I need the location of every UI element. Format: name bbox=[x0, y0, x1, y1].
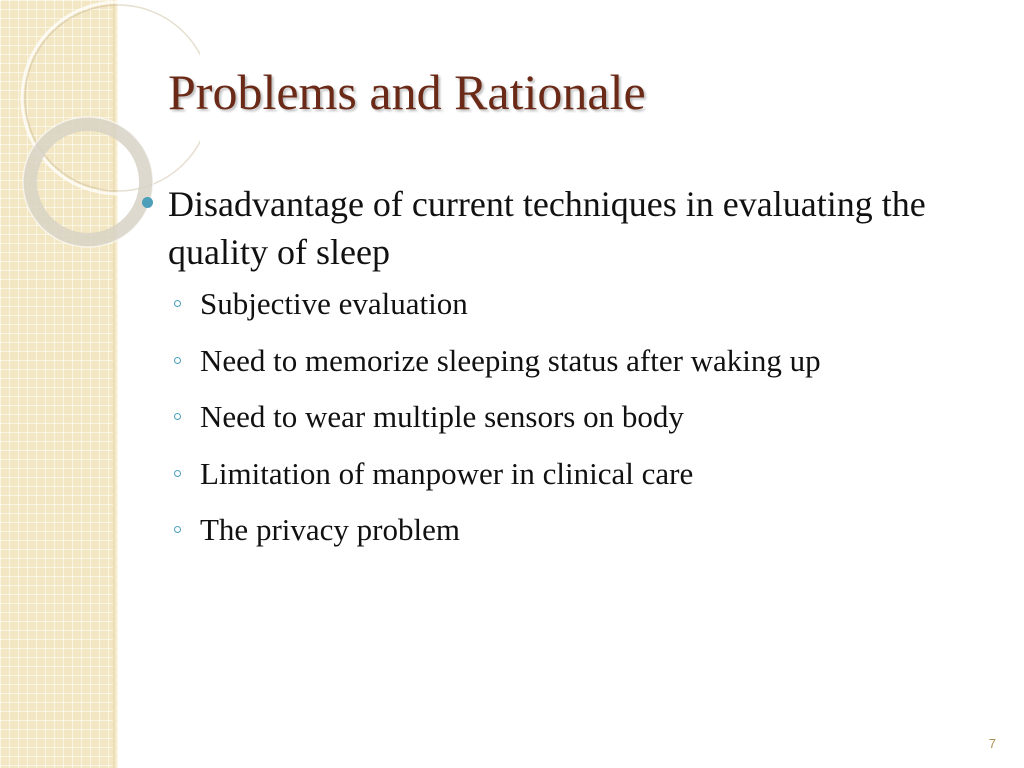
sub-bullet-text: The privacy problem bbox=[200, 512, 460, 547]
main-bullet-text: Disadvantage of current techniques in evaluating the quality of sleep bbox=[168, 184, 926, 272]
sub-bullet-list bbox=[168, 284, 1008, 550]
bullet-ring-icon bbox=[174, 413, 181, 420]
sub-bullet-item bbox=[200, 454, 1008, 494]
sub-bullet-item bbox=[200, 341, 1008, 381]
slide-title: Problems and Rationale bbox=[168, 64, 646, 120]
bullet-dot-icon bbox=[142, 197, 153, 208]
page-number: 7 bbox=[988, 736, 996, 751]
bullet-ring-icon bbox=[174, 470, 181, 477]
sub-bullet-text: Need to memorize sleeping status after waking up bbox=[200, 342, 821, 378]
slide-body bbox=[168, 180, 1008, 567]
sub-bullet-text: Subjective evaluation bbox=[200, 286, 468, 321]
bullet-ring-icon bbox=[174, 357, 181, 364]
sub-bullet-text: Need to wear multiple sensors on body bbox=[200, 399, 684, 434]
sub-bullet-text: Limitation of manpower in clinical care bbox=[200, 455, 694, 491]
bullet-ring-icon bbox=[174, 300, 181, 307]
sub-bullet-item bbox=[200, 397, 1008, 437]
bullet-ring-icon bbox=[174, 526, 181, 533]
sub-bullet-item bbox=[200, 284, 1008, 324]
sub-bullet-item bbox=[200, 510, 1008, 550]
main-bullet bbox=[168, 180, 1008, 276]
